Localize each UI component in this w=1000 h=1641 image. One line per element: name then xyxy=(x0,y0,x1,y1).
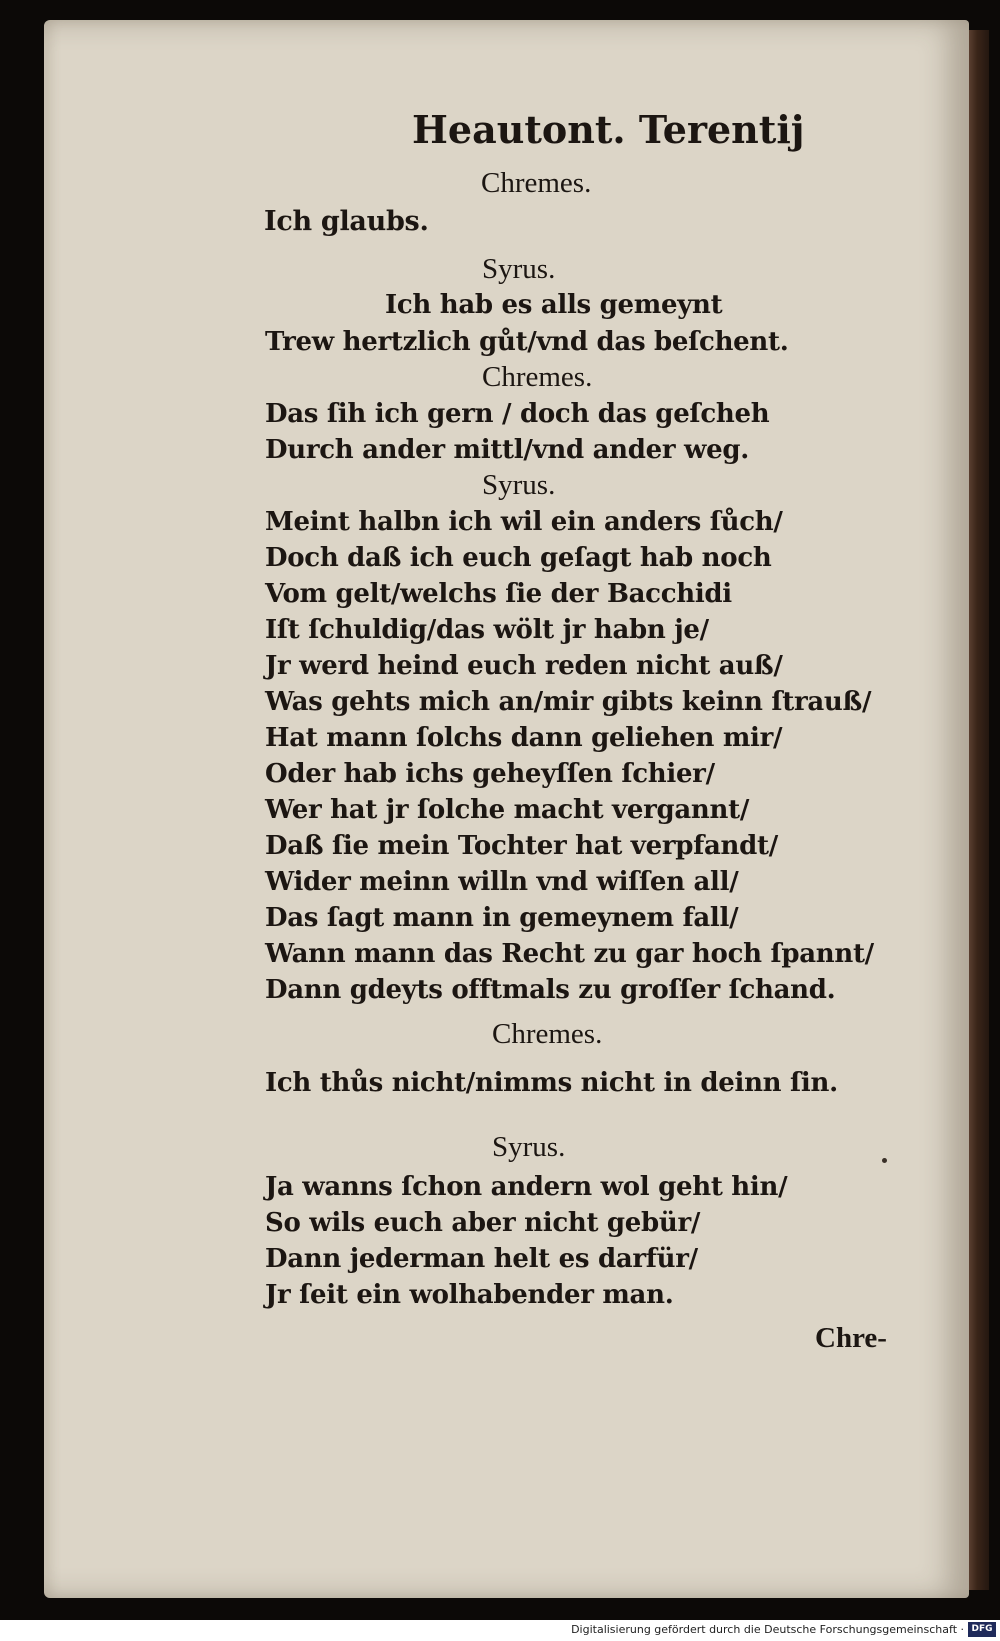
dfg-logo-icon: DFG xyxy=(968,1622,996,1637)
verse-line: Dann gdeyts offtmals zu groſſer ſchand. xyxy=(265,975,836,1005)
speaker-chremes: Chremes. xyxy=(481,167,592,199)
verse-line: Dann jederman helt es darfür/ xyxy=(265,1244,698,1274)
verse-line: Ich glaubs. xyxy=(264,206,429,237)
verse-line: Wer hat jr ſolche macht vergannt/ xyxy=(265,795,750,825)
footer-credit: Digitalisierung gefördert durch die Deutsche Forschungsgemeinschaft · xyxy=(571,1623,964,1636)
verse-line: Vom gelt/welchs ſie der Bacchidi xyxy=(265,579,732,609)
verse-line: Iſt ſchuldig/das wölt jr habn je/ xyxy=(265,615,709,645)
verse-line: Doch daß ich euch geſagt hab noch xyxy=(265,543,772,573)
speaker-chremes: Chremes. xyxy=(482,361,593,393)
verse-line: Wann mann das Recht zu gar hoch ſpannt/ xyxy=(265,939,874,969)
speaker-syrus: Syrus. xyxy=(482,253,556,285)
verse-line: Oder hab ichs geheyſſen ſchier/ xyxy=(265,759,715,789)
verse-line: Was gehts mich an/mir gibts keinn ſtrauß/ xyxy=(265,687,872,717)
ink-speck xyxy=(882,1158,887,1163)
verse-line: Daß ſie mein Tochter hat verpfandt/ xyxy=(265,831,778,861)
verse-line: So wils euch aber nicht gebür/ xyxy=(265,1208,701,1238)
verse-line: Das ſih ich gern / doch das geſcheh xyxy=(265,399,770,429)
verse-line: Wider meinn willn vnd wiſſen all/ xyxy=(265,867,739,897)
book-fore-edge xyxy=(969,30,989,1590)
verse-line: Ich thůs nicht/nimms nicht in deinn ſin. xyxy=(265,1068,838,1098)
catchword: Chre- xyxy=(815,1322,887,1354)
verse-line: Ja wanns ſchon andern wol geht hin/ xyxy=(265,1172,788,1202)
verse-line: Trew hertzlich gůt/vnd das beſchent. xyxy=(265,327,789,357)
verse-line: Hat mann ſolchs dann geliehen mir/ xyxy=(265,723,783,753)
verse-line: Ich hab es alls gemeynt xyxy=(385,290,723,320)
speaker-syrus: Syrus. xyxy=(482,469,556,501)
running-head: Heautont. Terentij xyxy=(412,107,805,152)
verse-line: Durch ander mittl/vnd ander weg. xyxy=(265,435,749,465)
footer-bar xyxy=(0,1620,1000,1641)
verse-line: Jr ſeit ein wolhabender man. xyxy=(265,1280,674,1310)
speaker-syrus: Syrus. xyxy=(492,1131,566,1163)
verse-line: Meint halbn ich wil ein anders ſůch/ xyxy=(265,507,783,537)
speaker-chremes: Chremes. xyxy=(492,1018,603,1050)
verse-line: Jr werd heind euch reden nicht auß/ xyxy=(265,651,783,681)
verse-line: Das ſagt mann in gemeynem fall/ xyxy=(265,903,739,933)
